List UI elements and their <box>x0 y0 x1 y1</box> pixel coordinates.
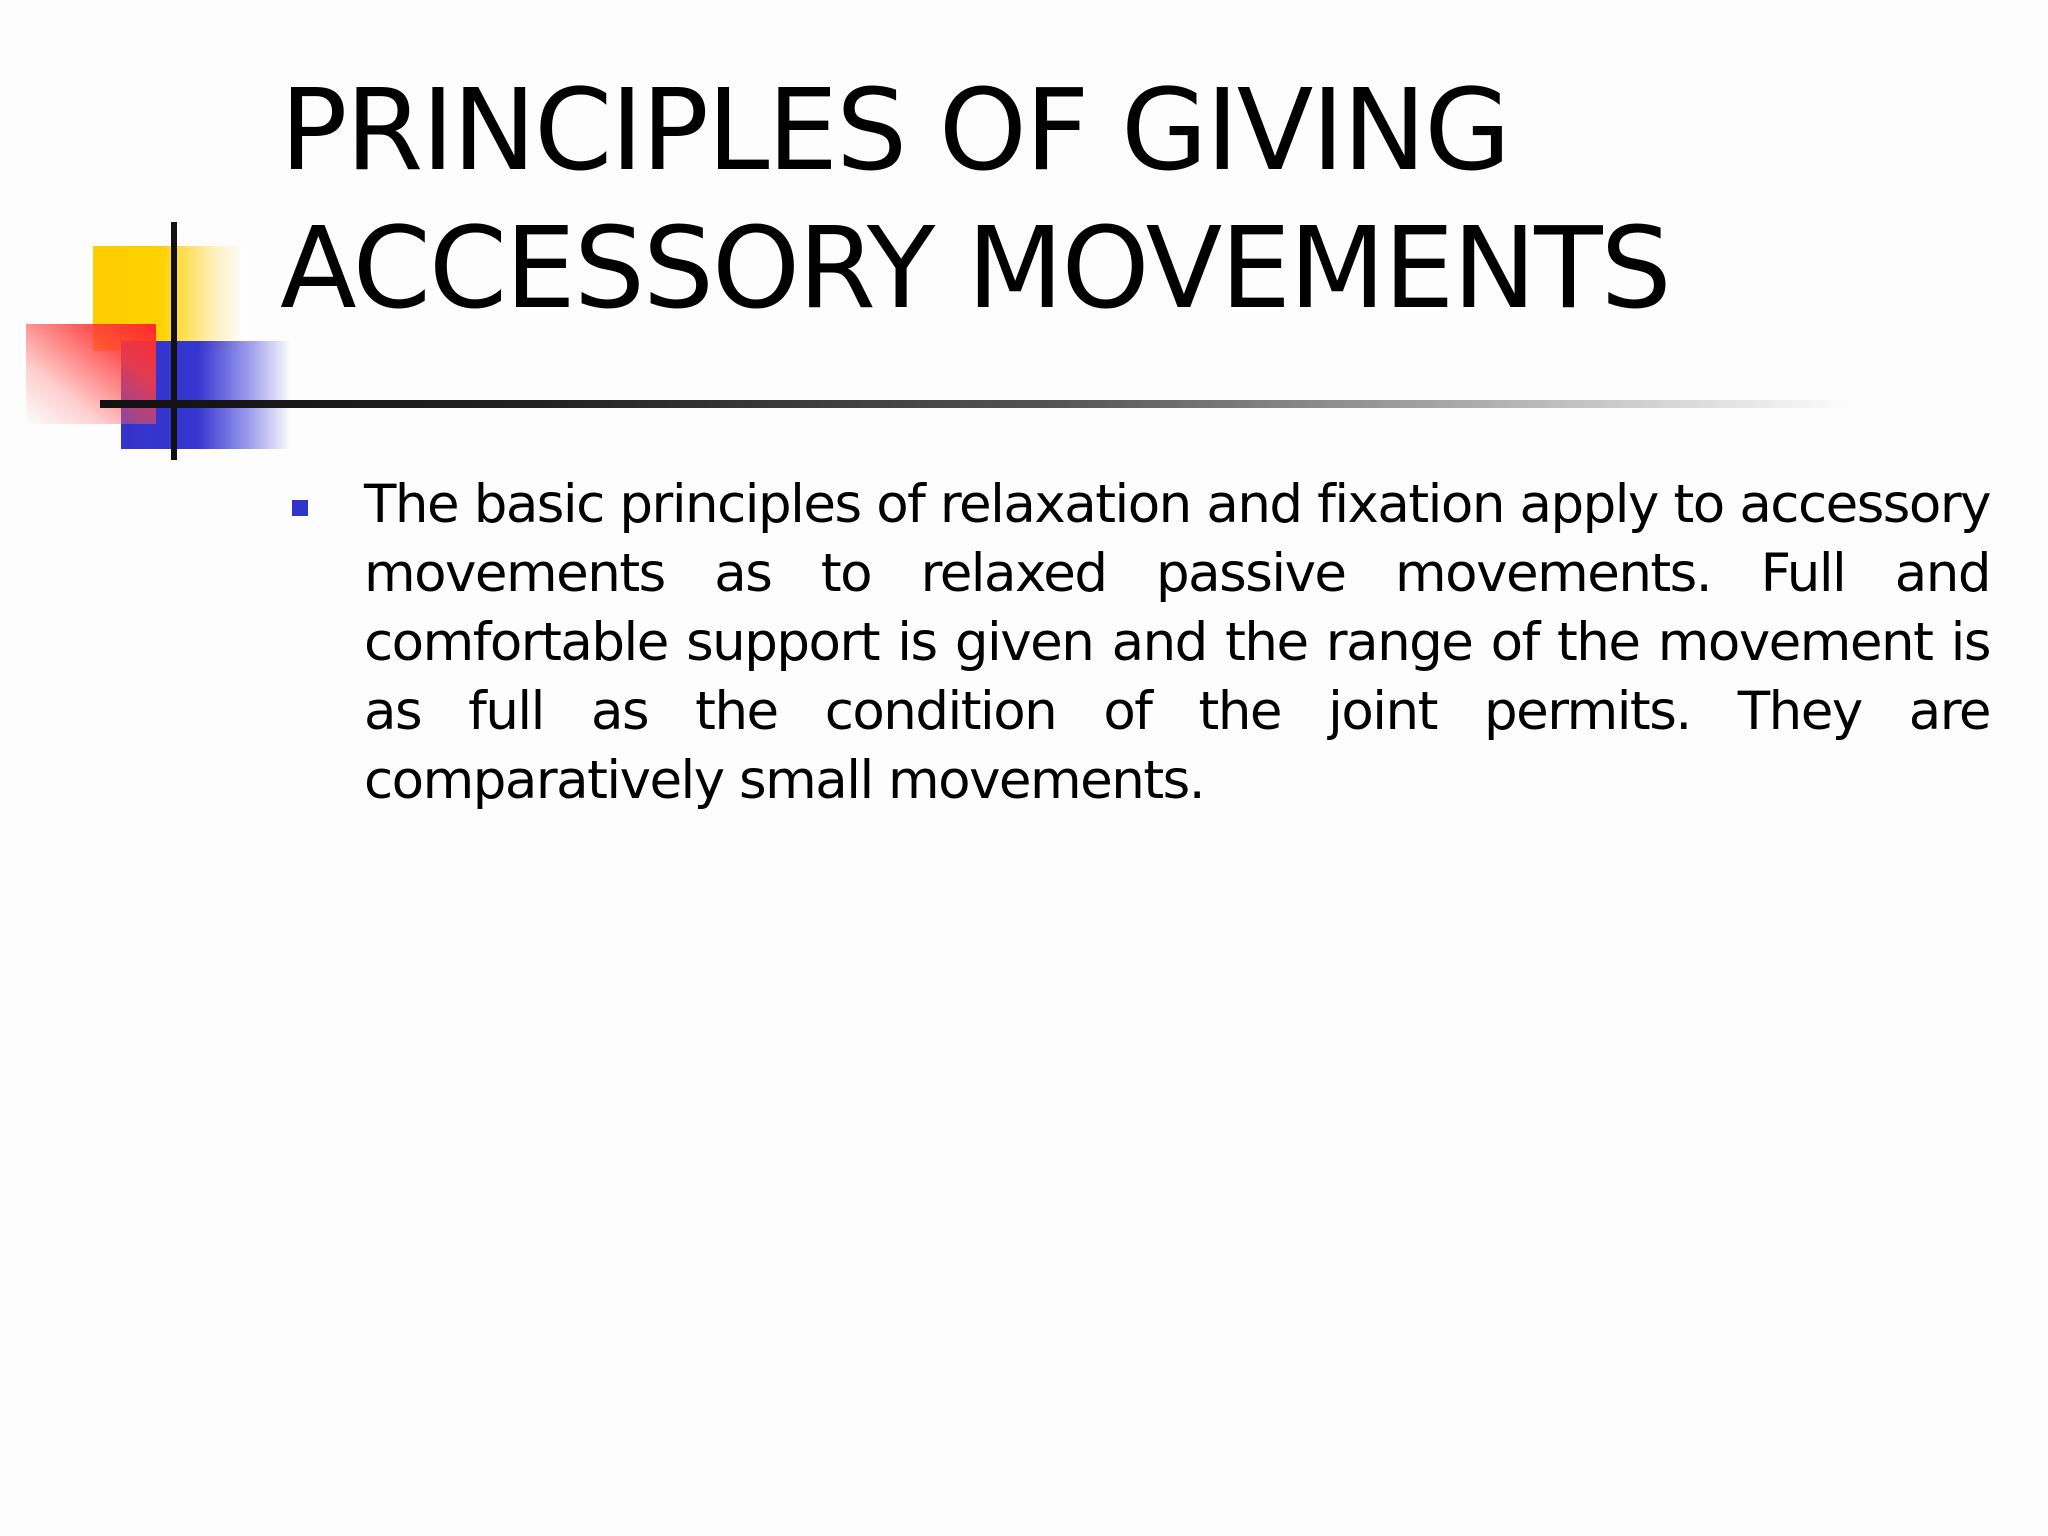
slide-title-line-1: PRINCIPLES OF GIVING <box>280 66 1510 196</box>
vertical-divider-line <box>171 222 177 460</box>
decorative-squares-logo <box>0 0 300 480</box>
bullet-list-item <box>280 470 1990 815</box>
bullet-text: The basic principles of relaxation and fixation apply to accessory movements as to relaxed passive movements. Full and comfortable support is given and the range of the movement is as full as the condition of the joint permits. They are comparatively small movements. <box>364 474 1990 811</box>
slide-title <box>280 62 1980 338</box>
square-bullet-icon <box>292 500 308 516</box>
slide-title-line-2: ACCESSORY MOVEMENTS <box>280 204 1670 334</box>
title-underline-rule <box>100 400 1850 408</box>
red-square <box>26 324 156 424</box>
slide-body <box>280 470 1990 815</box>
